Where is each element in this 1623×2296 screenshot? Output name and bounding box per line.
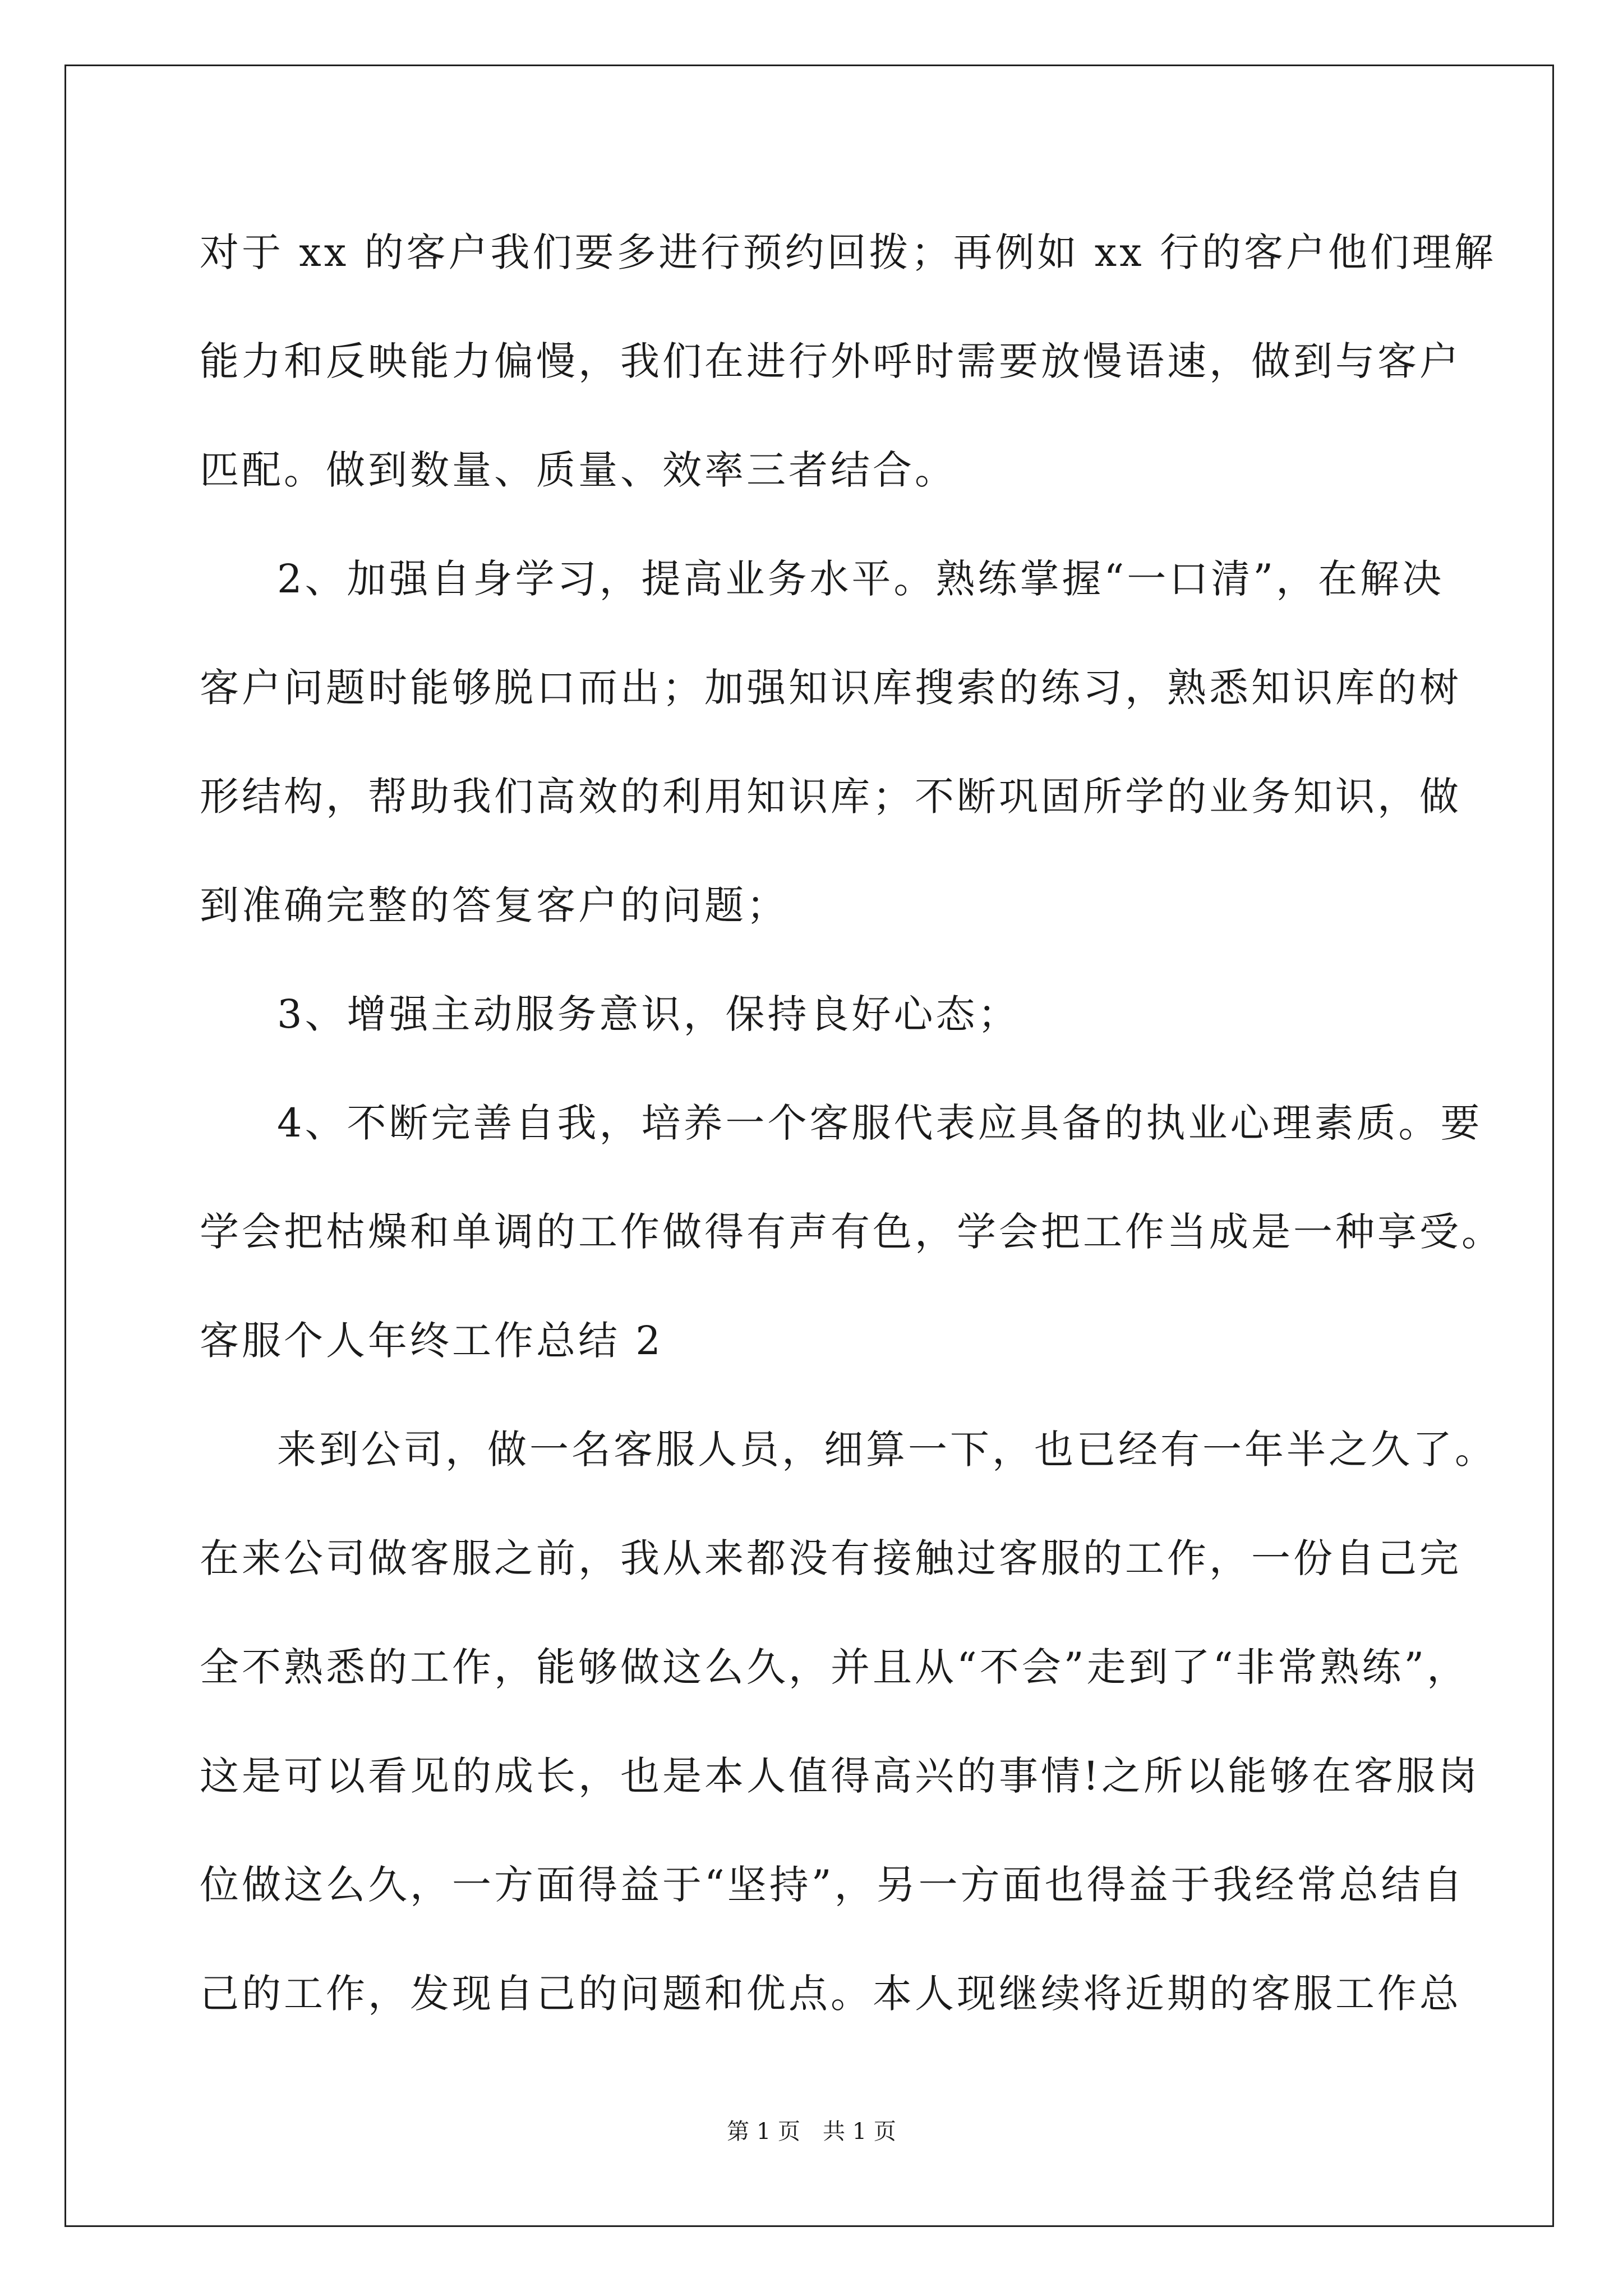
numbered-item-4: 4、不断完善自我，培养一个客服代表应具备的执业心理素质。要 [277,1100,1483,1146]
paragraph-start: 来到公司，做一名客服人员，细算一下，也已经有一年半之久了。 [277,1427,1497,1473]
body-text-line: 形结构，帮助我们高效的利用知识库；不断巩固所学的业务知识，做 [200,774,1461,820]
body-text-line: 学会把枯燥和单调的工作做得有声有色，学会把工作当成是一种享受。 [200,1209,1504,1255]
page-number-footer: 第 1 页 共 1 页 [727,2119,896,2145]
body-text-line: 己的工作，发现自己的问题和优点。本人现继续将近期的客服工作总 [200,1971,1461,2017]
body-text-line: 位做这么久，一方面得益于“坚持”，另一方面也得益于我经常总结自 [200,1862,1465,1908]
body-text-line: 客户问题时能够脱口而出；加强知识库搜索的练习，熟悉知识库的树 [200,665,1461,711]
body-text-line: 在来公司做客服之前，我从来都没有接触过客服的工作，一份自己完 [200,1535,1461,1581]
body-text-line: 对于 xx 的客户我们要多进行预约回拨；再例如 xx 行的客户他们理解 [200,229,1496,275]
numbered-item-2: 2、加强自身学习，提高业务水平。熟练掌握“一口清”，在解决 [277,556,1445,602]
body-text-line: 全不熟悉的工作，能够做这么久，并且从“不会”走到了“非常熟练”， [200,1644,1469,1690]
body-text-line: 能力和反映能力偏慢，我们在进行外呼时需要放慢语速，做到与客户 [200,338,1461,384]
numbered-item-3: 3、增强主动服务意识，保持良好心态； [277,991,1020,1037]
body-text-line: 到准确完整的答复客户的问题； [200,882,789,928]
section-heading: 客服个人年终工作总结 2 [200,1318,663,1364]
body-text-line: 匹配。做到数量、质量、效率三者结合。 [200,447,957,493]
body-text-line: 这是可以看见的成长，也是本人值得高兴的事情!之所以能够在客服岗 [200,1753,1481,1799]
